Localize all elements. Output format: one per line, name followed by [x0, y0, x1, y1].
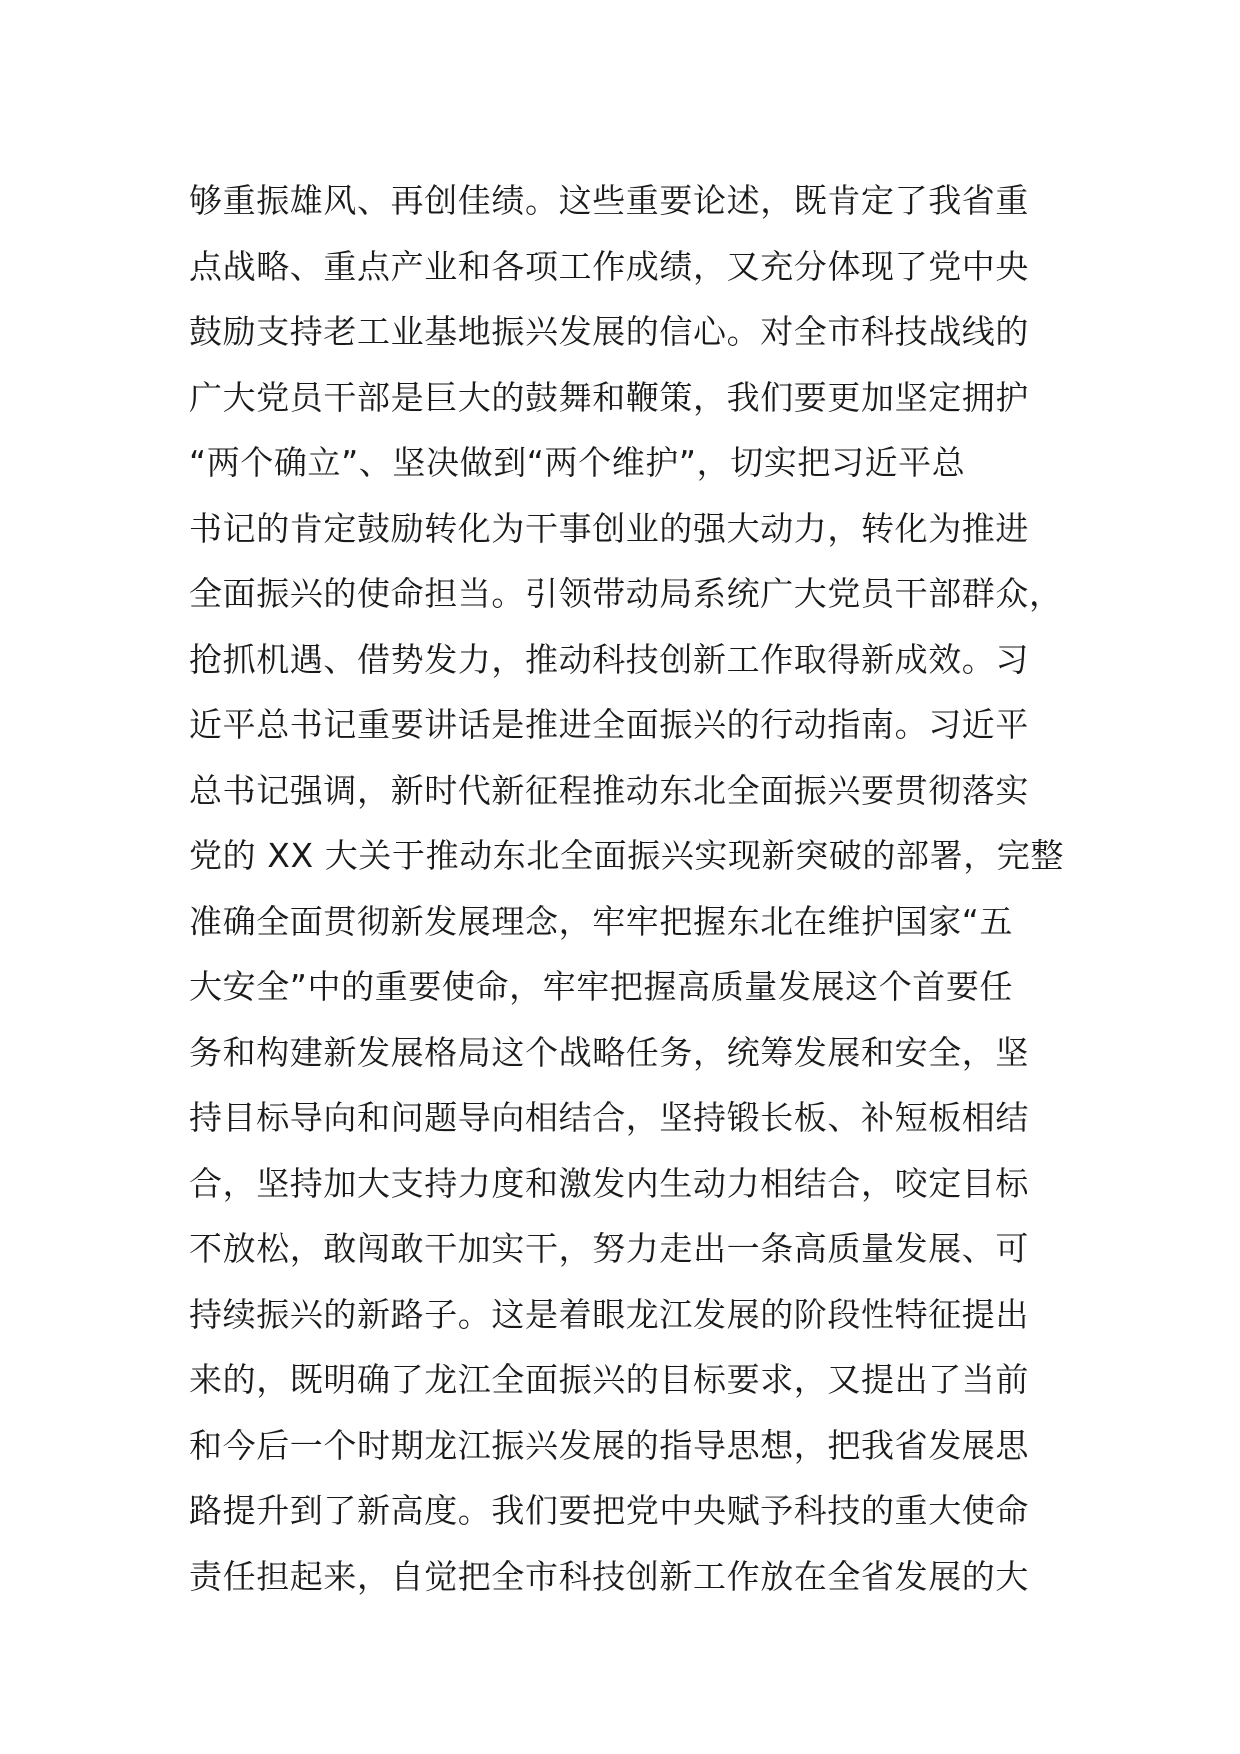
text-line: 大安全”中的重要使命，牢牢把握高质量发展这个首要任: [189, 967, 1014, 1006]
text-line: 够重振雄风、再创佳绩。这些重要论述，既肯定了我省重: [189, 181, 1029, 220]
text-line: 总书记强调，新时代新征程推动东北全面振兴要贯彻落实: [189, 770, 1029, 810]
text-line: 合，坚持加大支持力度和激发内生动力相结合，咬定目标: [189, 1163, 1029, 1203]
text-line: 广大党员干部是巨大的鼓舞和鞭策，我们要更加坚定拥护: [189, 377, 1029, 417]
text-line: 点战略、重点产业和各项工作成绩，又充分体现了党中央: [189, 246, 1029, 286]
body-paragraph: [189, 168, 1069, 1609]
text-line: 和今后一个时期龙江振兴发展的指导思想，把我省发展思: [189, 1425, 1029, 1465]
text-line: 不放松，敢闯敢干加实干，努力走出一条高质量发展、可: [189, 1229, 1029, 1268]
text-line: “两个确立”、坚决做到“两个维护”，切实把习近平总: [189, 443, 966, 482]
text-line: 路提升到了新高度。我们要把党中央赋予科技的重大使命: [189, 1491, 1029, 1530]
text-line: 责任担起来，自觉把全市科技创新工作放在全省发展的大: [189, 1556, 1029, 1596]
text-line: 书记的肯定鼓励转化为干事创业的强大动力，转化为推进: [189, 508, 1029, 548]
text-line: 持目标导向和问题导向相结合，坚持锻长板、补短板相结: [189, 1098, 1029, 1137]
text-line: 全面振兴的使命担当。引领带动局系统广大党员干部群众，: [189, 574, 1063, 613]
text-line: 准确全面贯彻新发展理念，牢牢把握东北在维护国家“五: [189, 901, 1014, 941]
text-line: 近平总书记重要讲话是推进全面振兴的行动指南。习近平: [189, 705, 1029, 744]
text-line: 抢抓机遇、借势发力，推动科技创新工作取得新成效。习: [189, 639, 1029, 679]
text-line: 鼓励支持老工业基地振兴发展的信心。对全市科技战线的: [189, 312, 1029, 351]
text-line: 务和构建新发展格局这个战略任务，统筹发展和安全，坚: [189, 1032, 1029, 1072]
text-line: 党的 XX 大关于推动东北全面振兴实现新突破的部署，完整: [189, 836, 1064, 875]
text-line: 持续振兴的新路子。这是着眼龙江发展的阶段性特征提出: [189, 1294, 1029, 1334]
text-line: 来的，既明确了龙江全面振兴的目标要求，又提出了当前: [189, 1360, 1029, 1399]
